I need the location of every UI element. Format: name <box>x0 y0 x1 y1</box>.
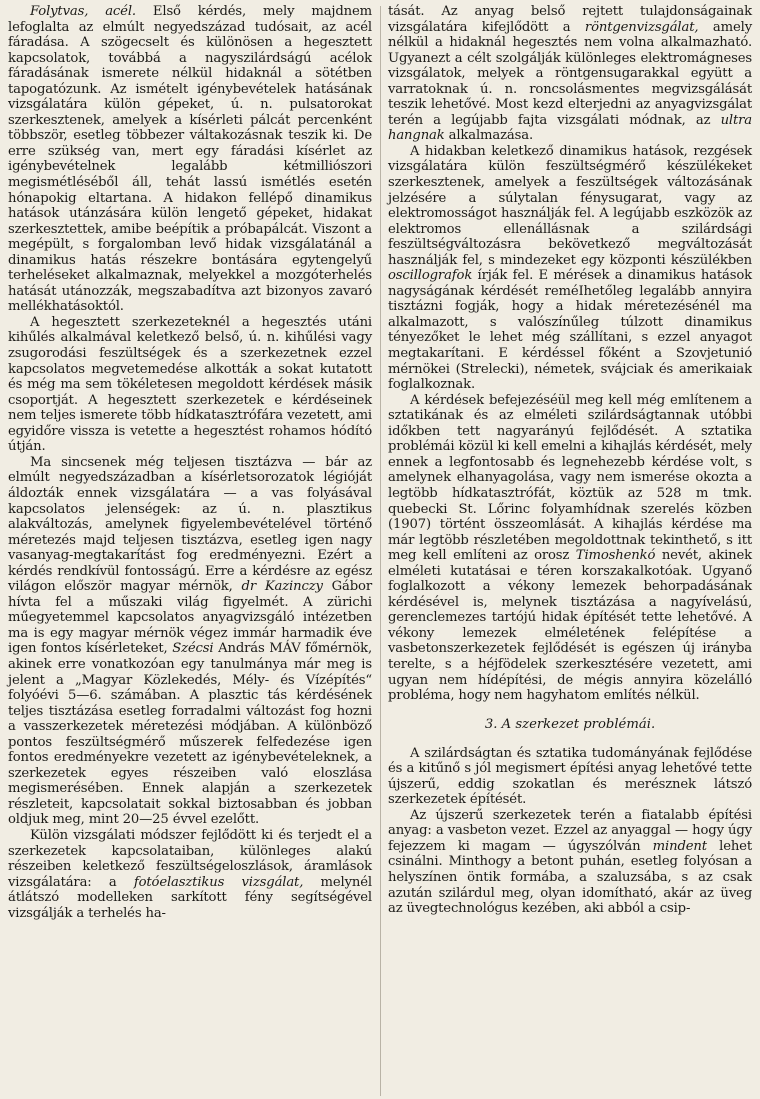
left-column <box>8 4 372 921</box>
paragraph: Külön vizsgálati módszer fejlődött ki és terjedt el a szerkezetek kapcsolataiban, különleges alakú részeiben keletkező feszültségeloszlások, áramlások vizsgálatára: a fotóelasztikus vizsgálat, melynél átlátszó modelleken sarkított fény segítségével vizsgálják a terhelés ha- <box>8 827 372 921</box>
column-divider <box>380 6 381 1096</box>
emphasis: ultra hangnak <box>388 112 752 144</box>
emphasis: Szécsi <box>172 641 214 657</box>
emphasis: röntgenvizsgálat, <box>584 19 699 35</box>
paragraph: A hegesztett szerkezeteknél a hegesztés utáni kihűlés alkalmával keletkező belső, ú. n. kihűlési vagy zsugorodási feszültségek és a szerkezetnek ezzel kapcsolatos megvetemedése alkották a sokat kutatott és még ma sem tökéletesen megoldott kérdések másik csoportját. A hegesztett szerkezetek e kérdéseinek nem teljes ismerete több hídkatasztrófára vezetett, ami egyidőre vissza is vetette a hegesztést rohamos hódító útján. <box>8 314 372 455</box>
right-column <box>388 4 752 917</box>
paragraph: Ma sincsenek még teljesen tisztázva — bár az elmúlt negyedszázadban a kísérletsorozatok légióját áldozták ennek vizsgálatára — a vas folyásával kapcsolatos jelenségek: az ú. n. plasztikus alakváltozás, amelynek figyelembevételével történő méretezés majd teljesen tisztázva, esetleg igen nagy vasanyag-megtakarítást fog eredményezni. Ezért a kérdés rendkívül fontosságú. Erre a kérdésre az egész világon először magyar mérnök, dr Kazinczy Gábor hívta fel a műszaki világ figyelmét. A zürichi műegyetemmel kapcsolatos anyagvizsgáló intézetben ma is egy magyar mérnök végez immár harmadik éve igen fontos kísérleteket, Szécsi András MÁV főmérnök, akinek erre vonatkozóan egy tanulmánya már meg is jelent a „Magyar Közlekedés, Mély- és Vízépítés“ folyóévi 5—6. számában. A plasztic tás kérdésének teljes tisztázása esetleg forradalmi változást fog hozni a vasszerkezetek méretezési módjában. A különböző pontos feszültségmérő műszerek felfedezése igen fontos eredményekre vezetett az igénybevételeknek, a szerkezetek egyes részeiben való eloszlása megismerésében. Ennek alapján a szerkezetek részleteit, kapcsolatait sokkal biztosabban és jobban oldjuk meg, mint 20—25 évvel ezelőtt. <box>8 454 373 828</box>
section-heading: 3. A szerkezet problémái. <box>484 716 656 732</box>
paragraph-lead: Folytvas, acél. <box>30 4 136 19</box>
emphasis: fotóelasztikus vizsgálat, <box>133 874 304 890</box>
emphasis: oscillografok <box>388 268 473 284</box>
emphasis: dr Kazinczy <box>241 579 323 595</box>
paragraph: A hidakban keletkező dinamikus hatások, rezgések vizsgálatára külön feszültségmérő készülékeket szerkesztenek, amelyek a feszültségek változásának jelzésére a súlytalan fénysugarat, vagy az elektromosságot használják fel. A legújabb eszközök az elektromos ellenállásnak a szilárdsági feszültségváltozásra bekövetkező megváltozását használják fel, s mindezeket egy központi készülékben oscillografok írják fel. E mérések a dinamikus hatások nagyságának kérdését reméIhetőleg legalább annyira tisztázni fogják, hogy a hidak méretezésénél ma alkalmazott, s valószínűleg túlzott dinamikus tényezőket le lehet még szállítani, s ezzel anyagot megtakarítani. E kérdéssel főként a Szovjetunió mérnökei (Strelecki), németek, svájciak és amerikaiak foglalkoznak. <box>388 143 752 393</box>
emphasis: Timoshenkó <box>575 548 656 564</box>
paragraph: tását. Az anyag belső rejtett tulajdonságainak vizsgálatára kifejlődött a röntgenvizsgálat, amely nélkül a hidaknál hegesztés nem volna alkalmazható. Ugyanezt a célt szolgálják különleges elektromágneses vizsgálatok, melyek a röntgensugarakkal együtt a varratoknak ú. n. roncsolásmentes megvizsgálását teszik lehetővé. Most kezd elterjedni az anyagvizsgálat terén a legújabb fajta vizsgálati módnak, az ultra hangnak alkalmazása. <box>388 4 752 144</box>
paragraph: A kérdések befejezéséül meg kell még említenem a sztatikának és az elméleti szilárdságtannak utóbbi időkben tett nagyarányú fejlődését. A sztatika problémái közül ki kell emelni a kihajlás kérdését, mely ennek a legfontosabb és legnehezebb kérdése volt, s amelynek elhanyagolása, vagy nem ismerése okozta a legtöbb hídkatasztrófát, köztük az 528 m tmk. quebecki St. Lőrinc folyamhídnak szerelés közben (1907) történt összeomlását. A kihajlás kérdése ma már legtöbb részletében megoldottnak tekinthető, s itt meg kell említeni az orosz Timoshenkó nevét, akinek elméleti kutatásai e téren korszakalkotóak. Ugyanő foglalkozott a vékony lemezek behorpadásának kérdésével is, melynek tisztázása a nagyívelású, gerenclemezes tartójú hidak építését tette lehetővé. A vékony lemezek elméletének felépítése a vasbetonszerkezetek fejlődését is egészen új irányba terelte, s a héjfödelek szerkesztésére vezetett, ami ugyan nem hídépítési, de mégis annyira közelálló probléma, hogy nem hagyhatom említés nélkül. <box>388 392 752 704</box>
paragraph: Az újszerű szerkezetek terén a fiatalabb építési anyag: a vasbeton vezet. Ezzel az anyaggal — hogy úgy fejezzem ki magam — úgyszólván mindent lehet csinálni. Minthogy a betont puhán, esetleg folyósan a helyszínen öntik formába, a szaluzsába, s az csak azután szilárdul meg, olyan idomítható, akár az üveg az üvegtechnológus kezében, aki abból a csip- <box>388 807 752 917</box>
emphasis: mindent <box>652 838 707 854</box>
paragraph: Folytvas, acél. Első kérdés, mely majdnem lefoglalta az elmúlt negyedszázad tudósait, az acél fáradása. A szögecselt és különösen a hegesztett kapcsolatok, továbbá a nagyszilárdságú acélok fáradásának ismerete nélkül hidaknál a sötétben tapogatózunk. Az ismételt igénybevételek hatásának vizsgálatára külön gépeket, ú. n. pulsatorokat szerkesztenek, amelyek a kísérleti pálcát percenként többször, esetleg többezer váltakozásnak teszik ki. De erre szükség van, mert egy fáradási kísérlet az igénybevételnek legalább kétmilliószori megismétléséből áll, tehát lassú ismétlés esetén hónapokig eltartana. A hidakon fellépő dinamikus hatások utánzására külön lengető gépeket, hidakat szerkesztettek, amibe beépítik a próbapálcát. Viszont a megépült, s forgalomban levő hidak vizsgálatánál a dinamikus hatás részekre bontására egytengelyű terheléseket alkalmaznak, melyekkel a mozgóterhelés hatását utánozzák, megszabadítva azt bizonyos zavaró mellékhatásoktól. <box>8 4 373 315</box>
paragraph: A szilárdságtan és sztatika tudományának fejlődése és a kitűnő s jól megismert építési anyag lehetővé tette újszerű, eddig szokatlan és merésznek látszó szerkezetek építését. <box>388 745 752 808</box>
